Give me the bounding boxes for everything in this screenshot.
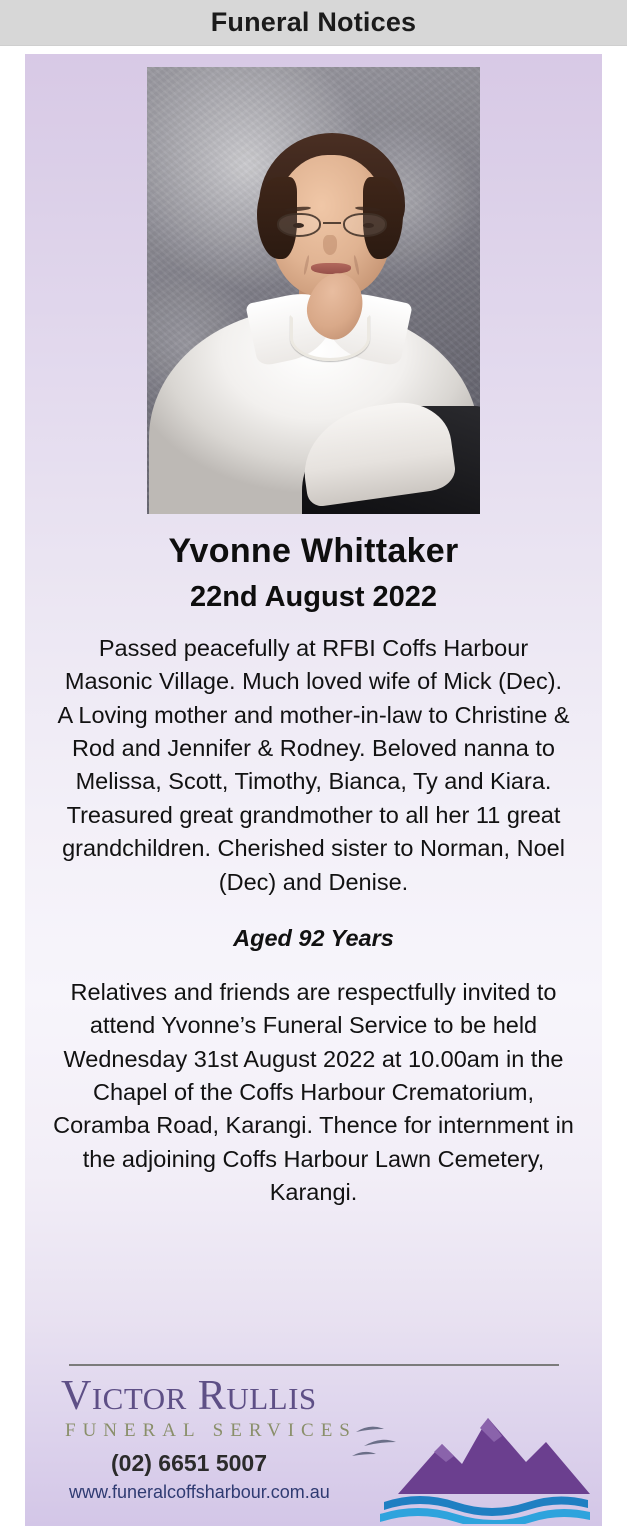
logo-initial-r: R — [197, 1373, 227, 1419]
service-details-text: Relatives and friends are respectfully invited to attend Yvonne’s Funeral Service to be held Wednesday 31st August 2022 at 10.00am in the Chapel of the Coffs Harbour Crematorium, Coramba Road, Karangi. Thence for internment in the adjoining Coffs Harbour Lawn Cemetery, Karangi. — [53, 978, 574, 1206]
mountain-wave-logo-icon — [350, 1398, 594, 1524]
logo-victor-rest: ICTOR — [91, 1381, 187, 1416]
deceased-name: Yvonne Whittaker — [168, 532, 459, 570]
photo-mouth — [311, 263, 351, 274]
photo-glasses-bridge — [323, 222, 341, 224]
tribute-text: Passed peacefully at RFBI Coffs Harbour Masonic Village. Much loved wife of Mick (Dec). A Loving mother and mother-in-law to Christine & Rod and Jennifer & Rodney. Beloved nanna to Melissa, Scott, Timothy, Bianca, Ty and Kiara. Treasured great grandmother to all her 11 great grandchildren. Cherished sister to Norman, Noel (Dec) and Denise. — [57, 635, 570, 895]
photo-nose — [323, 235, 337, 255]
photo-eye-right — [363, 223, 374, 228]
funeral-home-website[interactable]: www.funeralcoffsharbour.com.au — [69, 1482, 330, 1502]
funeral-home-logo-name — [61, 1372, 317, 1420]
funeral-home-tagline: FUNERAL SERVICES — [65, 1420, 357, 1441]
portrait-frame — [147, 67, 480, 514]
logo-initial-v: V — [61, 1373, 92, 1419]
logo-rullis-rest: ULLIS — [226, 1381, 317, 1416]
death-date: 22nd August 2022 — [189, 581, 438, 613]
portrait-photo — [147, 67, 480, 514]
page-header — [0, 0, 627, 46]
funeral-home-phone: (02) 6651 5007 — [111, 1450, 268, 1476]
page-title: Funeral Notices — [210, 7, 417, 37]
photo-eye-left — [293, 223, 304, 228]
footer-divider — [69, 1364, 559, 1366]
age-text: Aged 92 Years — [233, 924, 394, 951]
funeral-home-footer — [25, 1358, 602, 1526]
notice-card — [25, 54, 602, 1526]
